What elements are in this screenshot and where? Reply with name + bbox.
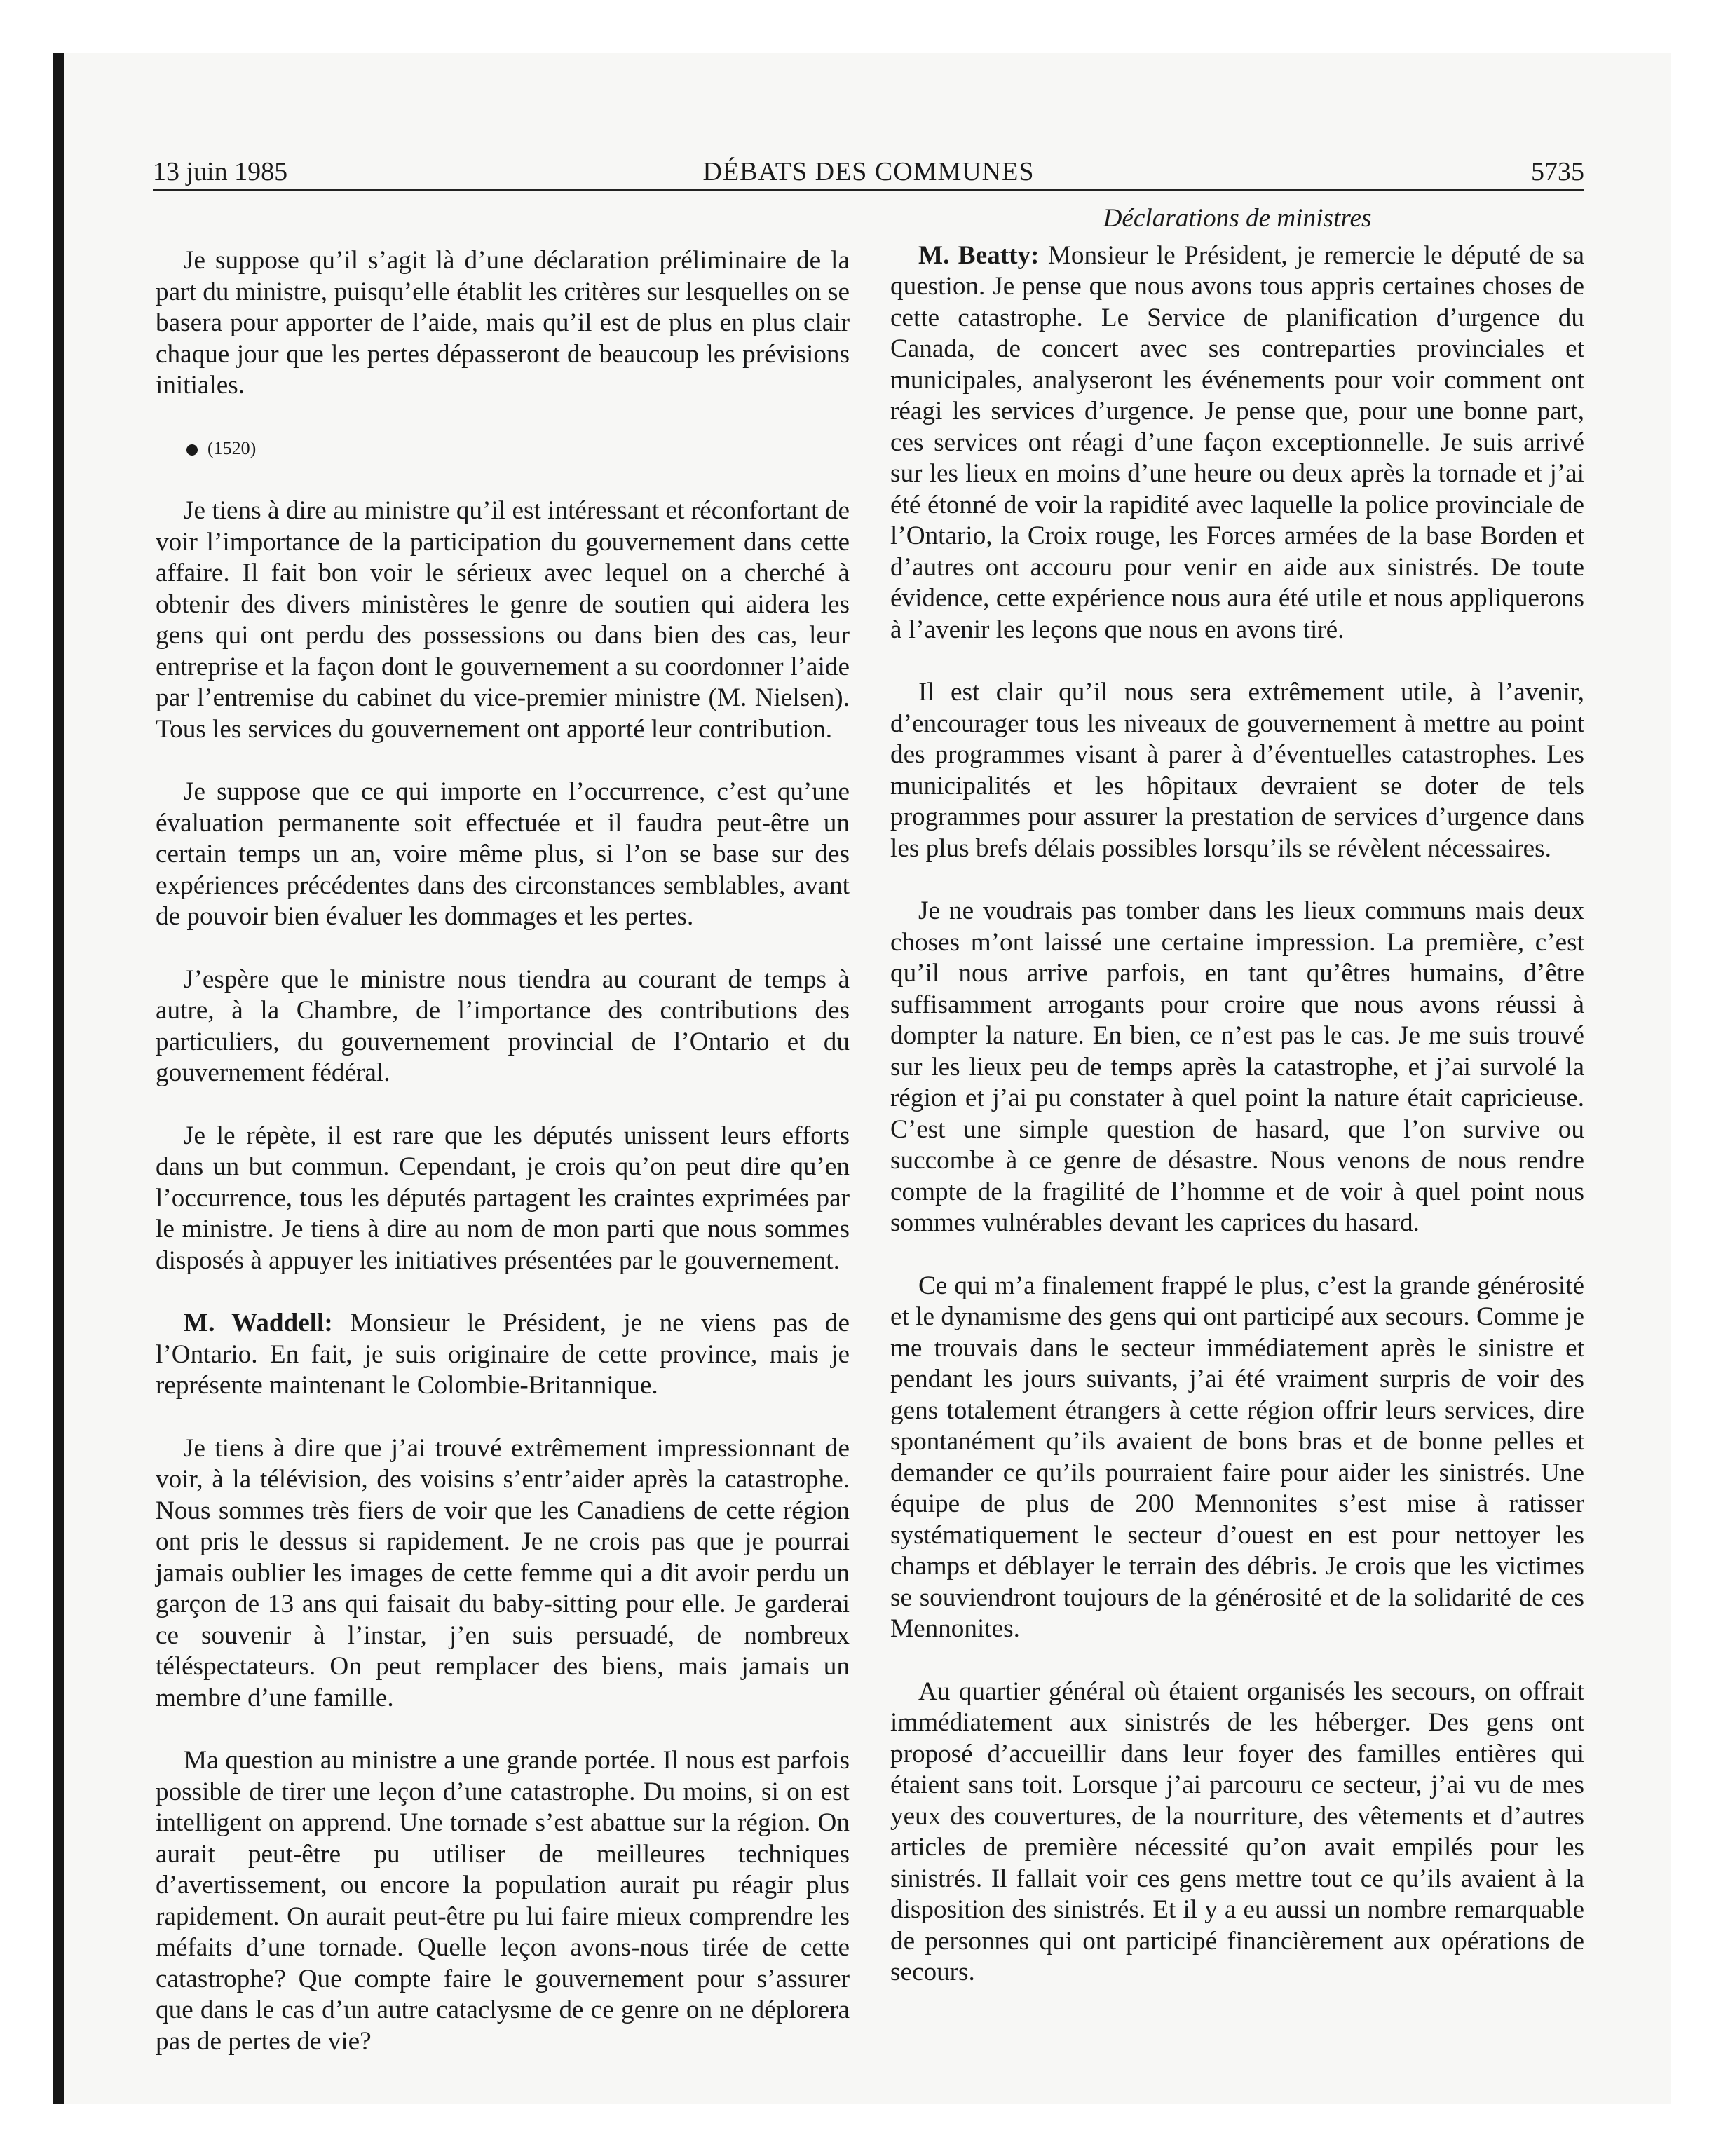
speaker-name: M. Waddell:	[184, 1309, 333, 1337]
timestamp	[156, 433, 850, 465]
paragraph: Je suppose que ce qui importe en l’occurrence, c’est qu’une évaluation permanente soit effectuée et il faudra peut-être un certain temps un an, voire même plus, si l’on se base sur des expériences précédentes dans des circonstances semblables, avant de pouvoir bien évaluer les dommages et les pertes.	[156, 777, 850, 931]
right-column	[890, 203, 1584, 2020]
timestamp-text: (1520)	[207, 437, 257, 458]
header-date: 13 juin 1985	[153, 157, 288, 186]
speech-text: Monsieur le Président, je remercie le député de sa question. Je pense que nous avons tous appris certaines choses de cette catastrophe. Le Service de planification d’urgence du Canada, de concert avec ses contreparties provinciales et municipales, analyseront les événements pour voir comment ont réagi les services d’urgence. Je pense que, pour une bonne part, ces services ont réagi d’une façon exceptionnelle. Je suis arrivé sur les lieux en moins d’une heure ou deux après la tornade et j’ai été étonné de voir la rapidité avec laquelle la police provinciale de l’Ontario, la Croix rouge, les Forces armées de la base Borden et d’autres ont accouru pour venir en aide aux sinistrés. De toute évidence, cette expérience nous aura été utile et nous appliquerons à l’avenir les leçons que nous en avons tiré.	[890, 240, 1585, 644]
header-rule	[153, 189, 1584, 191]
speech-text: Monsieur le Président, je ne viens pas de l’Ontario. En fait, je suis originaire de cette province, mais je représente maintenant le Colombie-Britannique.	[156, 1309, 850, 1400]
paragraph: Je le répète, il est rare que les députés unissent leurs efforts dans un but commun. Cependant, je crois qu’on peut dire qu’en l’occurrence, tous les députés partagent les craintes exprimées par le ministre. Je tiens à dire au nom de mon parti que nous sommes disposés à appuyer les initiatives présentées par le gouvernement.	[156, 1121, 850, 1275]
bullet-icon	[186, 444, 198, 456]
page-header	[153, 156, 1584, 192]
section-title: Déclarations de ministres	[1103, 204, 1372, 233]
paragraph	[156, 1308, 850, 1402]
paragraph	[890, 240, 1584, 646]
paragraph: Ce qui m’a finalement frappé le plus, c’est la grande générosité et le dynamisme des gens qui ont participé aux secours. Comme je me trouvais dans le secteur immédiatement après le sinistre et pendant les jours suivants, j’ai été vraiment surpris de voir des gens totalement étrangers à cette région offrir leurs services, dire spontanément qu’ils avaient de bons bras et de bonne pelles et demander ce qu’ils pourraient faire pour aider les sinistrés. Une équipe de plus de 200 Mennonites s’est mise à ratisser systématiquement le secteur d’ouest en est pour nettoyer les champs et déblayer le terrain des débris. Je crois que les victimes se souviendront toujours de la générosité et de la solidarité de ces Mennonites.	[890, 1271, 1584, 1643]
header-title: DÉBATS DES COMMUNES	[702, 157, 1035, 186]
paragraph: Il est clair qu’il nous sera extrêmement utile, à l’avenir, d’encourager tous les niveaux de gouvernement à mettre au point des programmes visant à parer à d’éventuelles catastrophes. Les municipalités et les hôpitaux devraient se doter de tels programmes pour assurer la prestation de services d’urgence dans les plus brefs délais possibles lorsqu’ils se révèlent nécessaires.	[890, 678, 1584, 863]
speaker-name: M. Beatty:	[918, 240, 1040, 270]
page-number: 5735	[1531, 157, 1584, 186]
paragraph: Au quartier général où étaient organisés les secours, on offrait immédiatement aux sinistrés de les héberger. Des gens ont proposé d’accueillir dans leur foyer des familles entières qui étaient sans toit. Lorsque j’ai parcouru ce secteur, j’ai vu de mes yeux des couvertures, de la nourriture, des vêtements et d’autres articles de première nécessité qu’on avait empilés pour les sinistrés. Il fallait voir ces gens mettre tout ce qu’ils avaient à la disposition des sinistrés. Et il y a eu aussi un nombre remarquable de personnes qui ont participé financièrement aux opérations de secours.	[890, 1677, 1584, 1986]
paragraph: Je tiens à dire que j’ai trouvé extrêmement impressionnant de voir, à la télévision, des voisins s’entr’aider après la catastrophe. Nous sommes très fiers de voir que les Canadiens de cette région ont pris le dessus si rapidement. Je ne crois pas que je pourrai jamais oublier les images de cette femme qui a dit avoir perdu un garçon de 13 ans qui faisait du baby-sitting pour elle. Je garderai ce souvenir à l’instar, j’en suis persuadé, de nombreux téléspectateurs. On peut remplacer des biens, mais jamais un membre d’une famille.	[156, 1433, 850, 1712]
paragraph: Je suppose qu’il s’agit là d’une déclaration préliminaire de la part du ministre, puisqu’elle établit les critères sur lesquelles on se basera pour apporter de l’aide, mais qu’il est de plus en plus clair chaque jour que les pertes dépasseront de beaucoup les prévisions initiales.	[156, 246, 850, 400]
left-column	[156, 203, 850, 2089]
binding-edge	[53, 53, 64, 2104]
paragraph: J’espère que le ministre nous tiendra au courant de temps à autre, à la Chambre, de l’importance des contributions des particuliers, du gouvernement provincial de l’Ontario et du gouvernement fédéral.	[156, 964, 850, 1087]
paragraph: Je ne voudrais pas tomber dans les lieux communs mais deux choses m’ont laissé une certaine impression. La première, c’est qu’il nous arrive parfois, en tant qu’êtres humains, d’être suffisamment arrogants pour croire que nous avons réussi à dompter la nature. En bien, ce n’est pas le cas. Je me suis trouvé sur les lieux peu de temps après la catastrophe, et j’ai survolé la région et j’ai pu constater à quel point la nature était capricieuse. C’est une simple question de hasard, que l’on survive ou succombe à ce genre de désastre. Nous venons de nous rendre compte de la fragilité de l’homme et de voir à quel point nous sommes vulnérables devant les caprices du hasard.	[890, 896, 1584, 1237]
paragraph: Je tiens à dire au ministre qu’il est intéressant et réconfortant de voir l’importance de la participation du gouvernement dans cette affaire. Il fait bon voir le sérieux avec lequel on a cherché à obtenir des divers ministères le genre de soutien qui aidera les gens qui ont perdu des possessions ou dans bien des cas, leur entreprise et la façon dont le gouvernement a su coordonner l’aide par l’entremise du cabinet du vice-premier ministre (M. Nielsen). Tous les services du gouvernement ont apporté leur contribution.	[156, 496, 850, 744]
paragraph: Ma question au ministre a une grande portée. Il nous est parfois possible de tirer une leçon d’une catastrophe. Du moins, si on est intelligent on apprend. Une tornade s’est abattue sur la région. On aurait peut-être pu utiliser de meilleures techniques d’avertissement, ou encore la population aurait pu réagir plus rapidement. On aurait peut-être pu lui faire mieux comprendre les méfaits d’une tornade. Quelle leçon avons-nous tirée de cette catastrophe? Que compte faire le gouvernement pour s’assurer que dans le cas d’un autre cataclysme de ce genre on ne déplorera pas de pertes de vie?	[156, 1746, 850, 2056]
